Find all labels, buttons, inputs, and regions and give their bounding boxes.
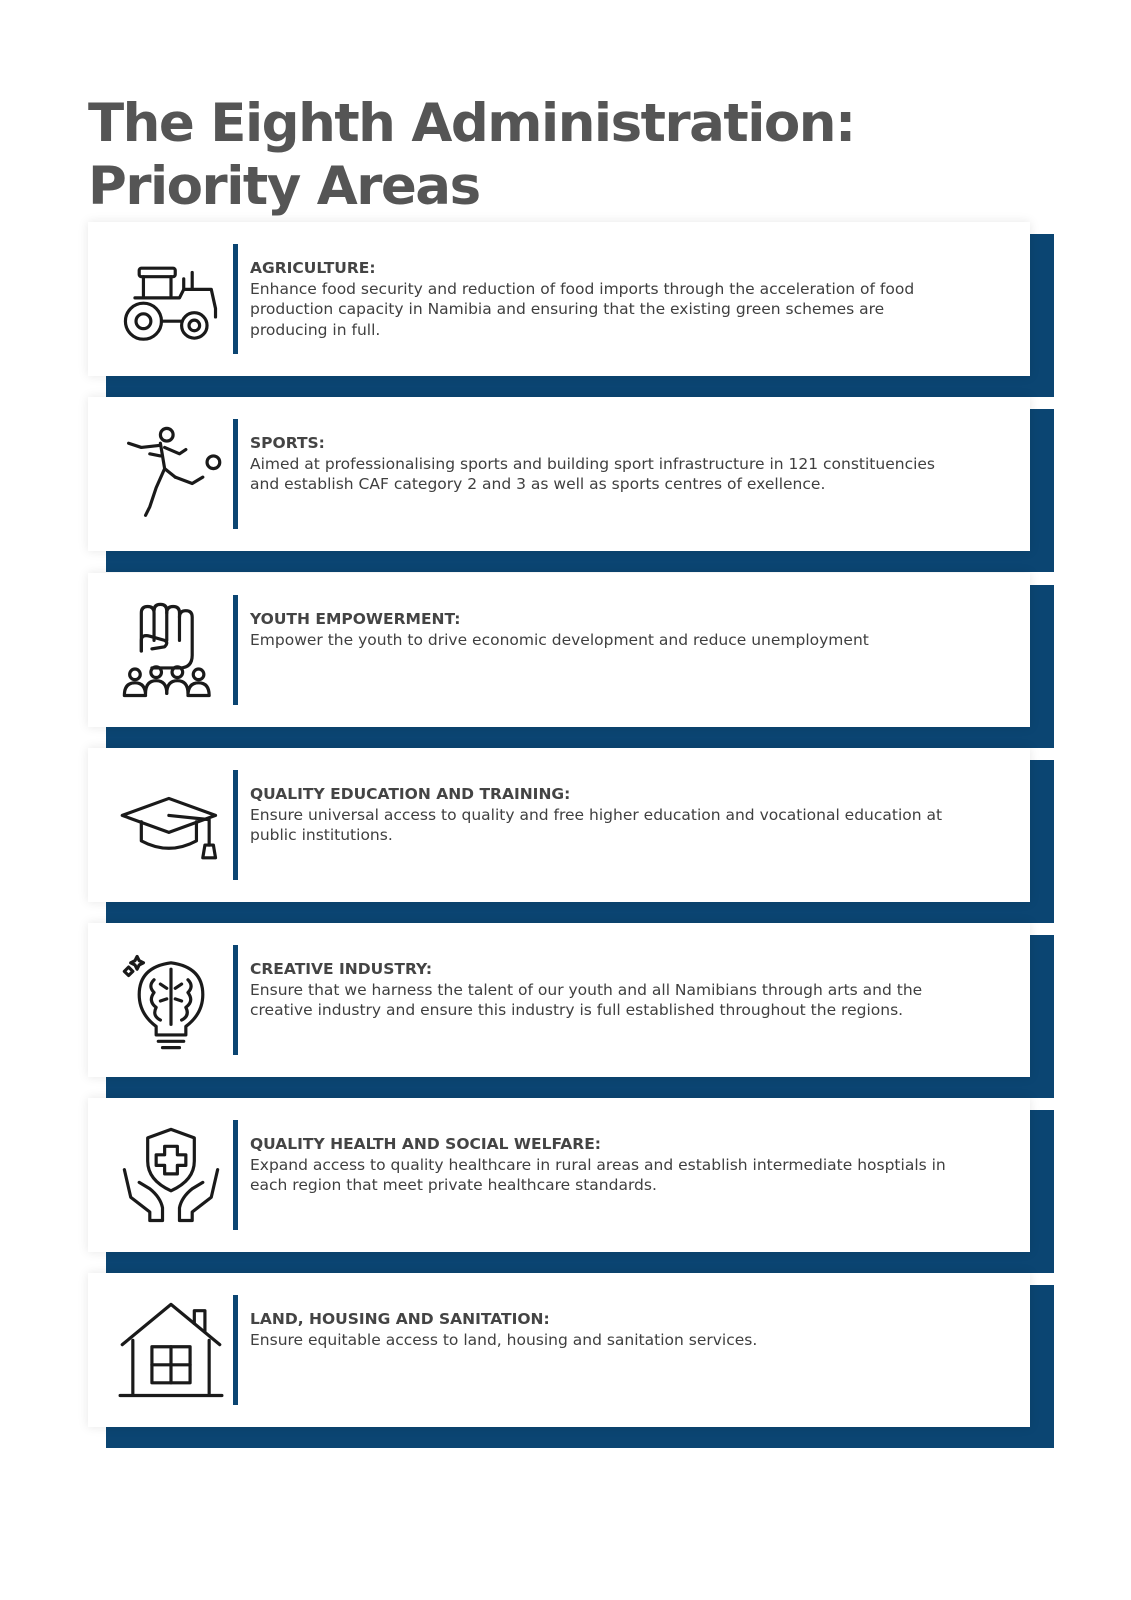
card-heading: SPORTS: xyxy=(250,434,325,452)
card-text xyxy=(250,258,950,340)
raised-fist-crowd-icon xyxy=(118,598,224,704)
house-icon xyxy=(118,1298,224,1404)
card-heading: QUALITY EDUCATION AND TRAINING: xyxy=(250,785,571,803)
card-body: Ensure universal access to quality and free higher education and vocational education at public institutions. xyxy=(250,805,943,844)
card-body: Enhance food security and reduction of food imports through the acceleration of food production capacity in Namibia and ensuring that the existing green schemes are producing in full. xyxy=(250,279,915,339)
card-heading: YOUTH EMPOWERMENT: xyxy=(250,610,461,628)
card-panel xyxy=(88,222,1030,376)
priority-card-land-housing xyxy=(88,1273,1054,1448)
card-body: Ensure that we harness the talent of our youth and all Namibians through arts and the creative industry and ensure this industry is full established throughout the regions. xyxy=(250,980,923,1019)
soccer-player-icon xyxy=(118,422,224,528)
card-panel xyxy=(88,397,1030,551)
card-divider xyxy=(233,595,238,705)
card-heading: QUALITY HEALTH AND SOCIAL WELFARE: xyxy=(250,1135,601,1153)
card-text xyxy=(250,1309,950,1350)
card-text xyxy=(250,784,950,846)
priority-card-youth-empowerment xyxy=(88,573,1054,748)
priority-card-health xyxy=(88,1098,1054,1273)
card-body: Aimed at professionalising sports and building sport infrastructure in 121 constituencies and establish CAF category 2 and 3 as well as sports centres of exellence. xyxy=(250,454,936,493)
card-divider xyxy=(233,945,238,1055)
card-heading: AGRICULTURE: xyxy=(250,259,376,277)
priority-card-agriculture xyxy=(88,222,1054,397)
priority-card-creative-industry xyxy=(88,923,1054,1098)
priority-card-education xyxy=(88,748,1054,923)
card-divider xyxy=(233,244,238,354)
priority-card-sports xyxy=(88,397,1054,572)
card-panel xyxy=(88,1098,1030,1252)
page-title-line-2: Priority Areas xyxy=(88,156,480,217)
card-divider xyxy=(233,1295,238,1405)
card-text xyxy=(250,1134,950,1196)
card-text xyxy=(250,433,950,495)
card-text xyxy=(250,609,950,650)
card-divider xyxy=(233,770,238,880)
card-body: Empower the youth to drive economic development and reduce unemployment xyxy=(250,630,869,649)
page-title xyxy=(88,92,988,218)
card-panel xyxy=(88,748,1030,902)
card-divider xyxy=(233,1120,238,1230)
brain-lightbulb-icon xyxy=(118,948,224,1054)
health-shield-hands-icon xyxy=(118,1123,224,1229)
card-panel xyxy=(88,1273,1030,1427)
card-heading: CREATIVE INDUSTRY: xyxy=(250,960,433,978)
tractor-icon xyxy=(118,247,224,353)
card-text xyxy=(250,959,950,1021)
card-body: Expand access to quality healthcare in rural areas and establish intermediate hosptials in each region that meet private healthcare standards. xyxy=(250,1155,946,1194)
card-heading: LAND, HOUSING AND SANITATION: xyxy=(250,1310,550,1328)
card-panel xyxy=(88,573,1030,727)
card-body: Ensure equitable access to land, housing and sanitation services. xyxy=(250,1330,758,1349)
page-title-line-1: The Eighth Administration: xyxy=(88,93,855,154)
card-divider xyxy=(233,419,238,529)
card-panel xyxy=(88,923,1030,1077)
graduation-cap-icon xyxy=(118,773,224,879)
